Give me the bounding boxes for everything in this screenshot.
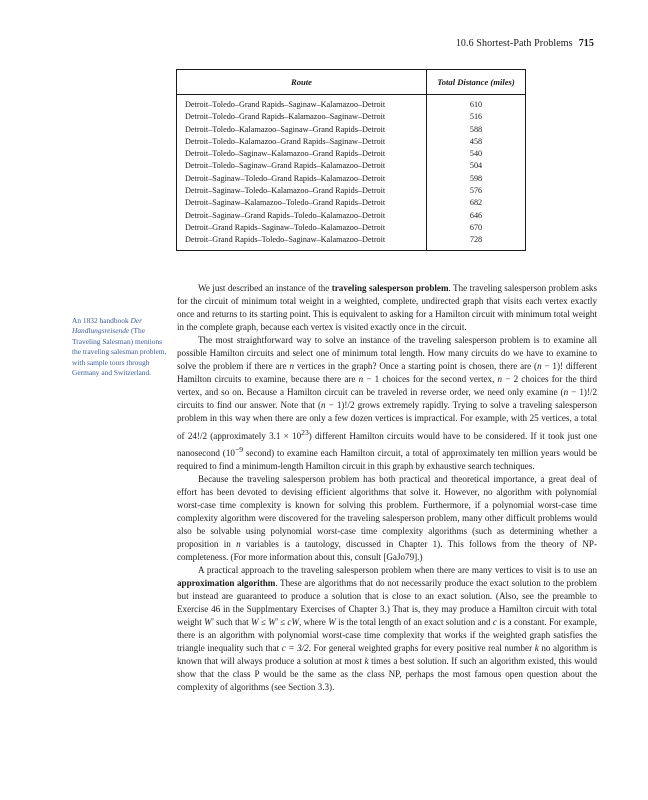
paragraph-1: We just described an instance of the traveling salesperson problem. The traveling salesperson problem asks for the circuit of minimum total weight in a weighted, complete, undirected graph that visits each vertex exactly once and returns to its starting point. This is equivalent to asking for a Hamilton circuit with minimum total weight in the complete graph, because each vertex is visited exactly once in the circuit. — [177, 283, 597, 333]
table-row — [177, 95, 526, 112]
route-cell: Detroit–Toledo–Grand Rapids–Kalamazoo–Saginaw–Detroit — [185, 112, 386, 122]
distance-cell: 504 — [427, 160, 526, 172]
table-row — [177, 148, 526, 160]
distance-cell: 458 — [427, 136, 526, 148]
table-row — [177, 210, 526, 222]
distance-cell: 516 — [427, 111, 526, 123]
table-row — [177, 197, 526, 209]
distance-column-header: Total Distance (miles) — [427, 70, 526, 95]
route-column-header: Route — [177, 70, 427, 95]
distance-cell: 588 — [427, 124, 526, 136]
route-cell: Detroit–Toledo–Kalamazoo–Saginaw–Grand Rapids–Detroit — [185, 124, 386, 134]
route-cell: Detroit–Grand Rapids–Saginaw–Toledo–Kalamazoo–Detroit — [185, 222, 386, 232]
term-traveling-salesperson: traveling salesperson problem — [331, 283, 449, 293]
route-cell: Detroit–Toledo–Saginaw–Kalamazoo–Grand Rapids–Detroit — [185, 149, 386, 159]
route-table — [176, 69, 526, 251]
table-header-row — [177, 70, 526, 95]
table-row — [177, 111, 526, 123]
route-cell: Detroit–Toledo–Saginaw–Grand Rapids–Kalamazoo–Detroit — [185, 161, 386, 171]
term-approximation-algorithm: approximation algorithm — [177, 578, 276, 589]
table-row — [177, 185, 526, 197]
body-text — [177, 282, 597, 695]
distance-cell: 682 — [427, 197, 526, 209]
paragraph-2: The most straightforward way to solve an instance of the traveling salesperson problem is to examine all possible Hamilton circuits and select one of minimum total length. How many circuits do we have to examine to solve the problem if there are n vertices in the graph? Once a starting point is chosen, there are (n − 1)! different Hamilton circuits to examine, because there are n − 1 choices for the second vertex, n − 2 choices for the third vertex, and so on. Because a Hamilton circuit can be traveled in reverse order, we need only examine (n − 1)!/2 circuits to find our answer. Note that (n − 1)!/2 grows extremely rapidly. Trying to solve a traveling salesperson problem in this way when there are only a few dozen vertices is impractical. For example, with 25 vertices, a total of 24!/2 (approximately $3.1 \times 10^{23}$) different Hamilton circuits would have to be considered. If it took just one nanosecond ($10^{-9}$ second) to examine each Hamilton circuit, a total of approximately ten million years would be required to find a minimum-length Hamilton circuit in this graph by exhaustive search techniques. — [177, 335, 598, 471]
route-cell: Detroit–Grand Rapids–Toledo–Saginaw–Kalamazoo–Detroit — [185, 235, 386, 245]
route-cell: Detroit–Saginaw–Grand Rapids–Toledo–Kalamazoo–Detroit — [185, 210, 386, 220]
paragraph-4: A practical approach to the traveling salesperson problem when there are many vertices to visit is to use an approximation algorithm. These are algorithms that do not necessarily produce the exact solution to the problem but instead are guaranteed to produce a solution that is close to an exact solution. (Also, see the preamble to Exercise 46 in the Supplmentary Exercises of Chapter 3.) That is, they may produce a Hamilton circuit with total weight W′ such that W ≤ W′ ≤ cW, where W is the total length of an exact solution and c is a constant. For example, there is an algorithm with polynomial worst-case time complexity that works if the weighted graph satisfies the triangle inequality such that c = 3/2. For general weighted graphs for every positive real number k no algorithm is known that will always produce a solution at most k times a best solution. If such an algorithm existed, this would show that the class P would be the same as the class NP, perhaps the most famous open question about the complexity of algorithms (see Section 3.3). — [177, 565, 597, 693]
distance-cell: 610 — [427, 95, 526, 112]
distance-cell: 540 — [427, 148, 526, 160]
table-row — [177, 173, 526, 185]
page-number: 715 — [578, 38, 594, 49]
table-row — [177, 160, 526, 172]
distance-cell: 646 — [427, 210, 526, 222]
table-row — [177, 234, 526, 250]
route-cell: Detroit–Saginaw–Toledo–Kalamazoo–Grand Rapids–Detroit — [185, 186, 386, 196]
route-cell: Detroit–Saginaw–Toledo–Grand Rapids–Kalamazoo–Detroit — [185, 173, 386, 183]
route-cell: Detroit–Toledo–Kalamazoo–Grand Rapids–Saginaw–Detroit — [185, 136, 386, 146]
table-row — [177, 124, 526, 136]
route-cell: Detroit–Toledo–Grand Rapids–Saginaw–Kalamazoo–Detroit — [185, 100, 386, 109]
running-header — [456, 38, 594, 49]
margin-note: An 1832 handbook Der Handlungsreisende (The Traveling Salesman) mentions the traveling salesman problem, with sample tours through Germany and Switzerland. — [72, 316, 167, 378]
distance-cell: 670 — [427, 222, 526, 234]
book-title: Der Handlungsreisende — [72, 316, 143, 336]
table-row — [177, 222, 526, 234]
distance-cell: 598 — [427, 173, 526, 185]
paragraph-3: Because the traveling salesperson problem has both practical and theoretical importance, a great deal of effort has been devoted to devising efficient algorithms that solve it. However, no algorithm with polynomial worst-case time complexity is known for solving this problem. Furthermore, if a polynomial worst-case time complexity algorithm were discovered for the traveling salesperson problem, many other difficult problems would also be solvable using polynomial worst-case time complexity algorithms (such as determining whether a proposition in n variables is a tautology, discussed in Chapter 1). This follows from the theory of NP-completeness. (For more information about this, consult [GaJo79].) — [177, 473, 597, 562]
distance-cell: 576 — [427, 185, 526, 197]
table-row — [177, 136, 526, 148]
distance-cell: 728 — [427, 234, 526, 250]
section-title: 10.6 Shortest-Path Problems — [455, 38, 573, 49]
route-cell: Detroit–Saginaw–Kalamazoo–Toledo–Grand Rapids–Detroit — [185, 198, 386, 208]
